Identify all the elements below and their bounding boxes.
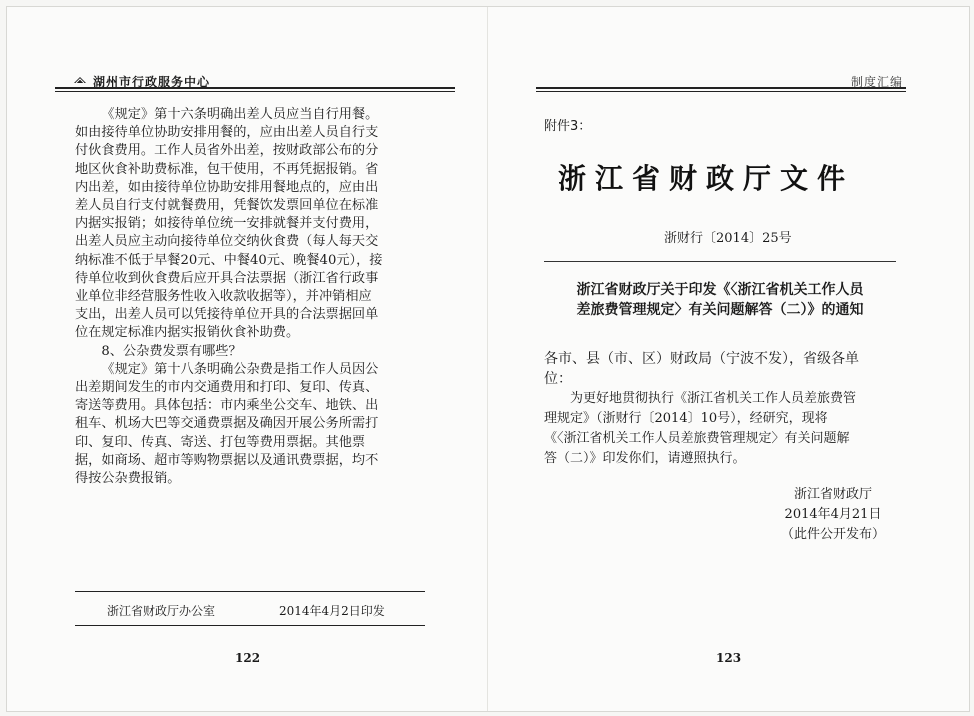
body-line: 支出，出差人员可以凭接待单位开具的合法票据回单 [75,307,379,323]
notice-title-line: 浙江省财政厅关于印发《〈浙江省机关工作人员 [576,282,864,298]
document-title: 浙江省财政厅文件 [558,162,855,195]
attachment-label: 附件3： [544,119,592,134]
body-line: 印、复印、传真、寄送、打包等费用票据。其他票 [75,434,366,450]
sign-date: 2014年4月21日 [784,507,882,522]
publish-note: （此件公开发布） [780,527,885,542]
body-line: 待单位收到伙食费后应开具合法票据（浙江省行政事 [75,270,379,286]
notice-title-line: 差旅费管理规定〉有关问题解答（二）》的通知 [576,302,864,318]
body-line: 地区伙食补助费标准，包干使用，不再凭据报销。省 [75,161,379,177]
body-line: 答（二）》印发你们，请遵照执行。 [544,451,746,466]
document-number: 浙财行〔2014〕25号 [664,231,792,246]
notice-title [544,280,896,320]
left-running-header: 湖州市行政服务中心 [93,75,211,89]
body-line: 纳标准不低于早餐20元、中餐40元、晚餐40元），接 [75,252,383,268]
right-running-header: 制度汇编 [850,75,903,89]
addressee-line: 位： [544,371,572,387]
left-page-number: 122 [235,651,261,665]
section-heading: 8、公杂费发票有哪些？ [101,343,242,359]
body-line: 内出差，如由接待单位协助安排用餐地点的，应由出 [75,179,379,195]
body-line: 《规定》第十八条明确公杂费是指工作人员因公 [101,361,379,377]
body-line: 出差期间发生的市内交通费用和打印、复印、传真、 [75,380,379,396]
body-line: 得按公杂费报销。 [75,471,181,487]
right-header-rule [536,87,906,92]
body-line: 据，如商场、超市等购物票据以及通讯费票据，均不 [75,452,379,468]
footer-date: 2014年4月2日印发 [279,604,385,618]
body-line: 内据实报销；如接待单位统一安排就餐并支付费用， [75,216,379,232]
signature-block [768,485,898,545]
body-line: 业单位非经营服务性收入收款收据等），并冲销相应 [75,289,372,305]
body-line: 租车、机场大巴等交通费票据及确因开展公务所需打 [75,416,379,432]
addressee-line: 各市、县（市、区）财政局（宁波不发），省级各单 [544,351,859,367]
left-body-text [75,106,427,488]
body-line: 《规定》第十六条明确出差人员应当自行用餐。 [101,107,379,122]
right-page-number: 123 [716,651,742,665]
footer-issuer: 浙江省财政厅办公室 [107,604,216,618]
body-line: 出差人员应主动向接待单位交纳伙食费（每人每天交 [75,234,379,250]
footer-top-rule [75,591,425,592]
body-line: 《〈浙江省机关工作人员差旅费管理规定〉有关问题解 [544,431,850,446]
body-line: 为更好地贯彻执行《浙江省机关工作人员差旅费管 [570,391,857,406]
book-emblem-icon [73,73,87,87]
title-separator-rule [544,261,896,262]
right-body-text [544,349,896,469]
body-line: 寄送等费用。具体包括：市内乘坐公交车、地铁、出 [75,398,379,414]
body-line: 位在规定标准内据实报销伙食补助费。 [75,325,300,341]
body-line: 理规定》（浙财行〔2014〕10号），经研究，现将 [544,411,828,426]
signer: 浙江省财政厅 [793,487,872,502]
footer-bottom-rule [75,625,425,626]
left-header-rule [55,87,455,92]
book-spread [6,6,970,712]
right-page [488,7,969,711]
body-line: 付伙食费用。工作人员省外出差，按财政部公布的分 [75,143,379,159]
body-line: 差人员自行支付就餐费用，凭餐饮发票回单位在标准 [75,198,379,214]
body-line: 如由接待单位协助安排用餐的，应由出差人员自行支 [75,125,379,141]
left-page [7,7,488,711]
